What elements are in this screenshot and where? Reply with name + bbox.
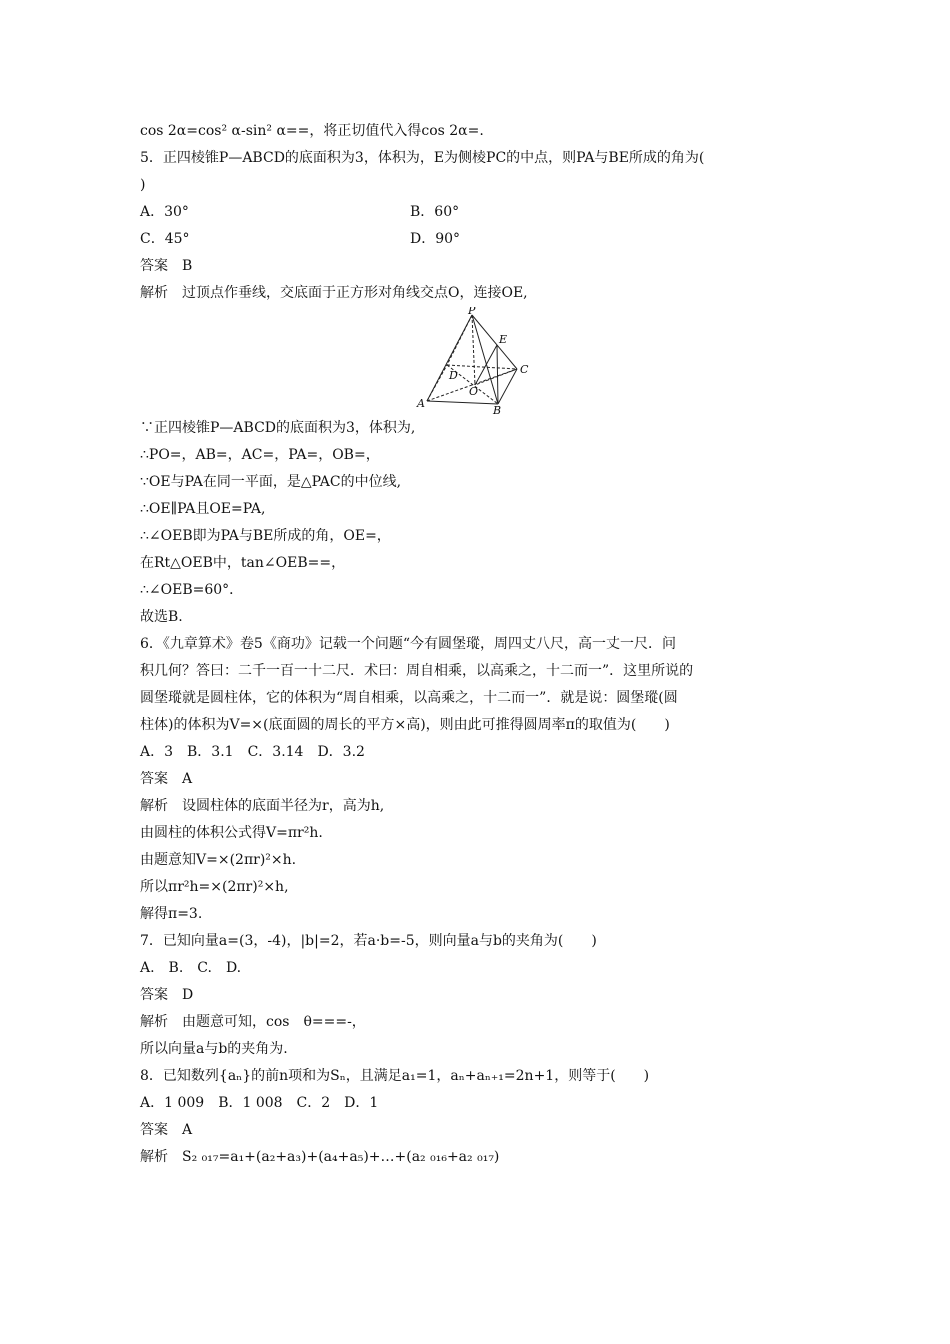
question-8-stem: 8．已知数列{aₙ}的前n项和为Sₙ，且满足a₁=1，aₙ+aₙ₊₁=2n+1，则等于( ) bbox=[140, 1068, 650, 1084]
question-5-analysis-line: 在Rt△OEB中，tan∠OEB==， bbox=[140, 555, 346, 571]
option-b: B．60° bbox=[410, 204, 460, 220]
question-5-analysis-line: ∴PO=，AB=，AC=，PA=，OB=， bbox=[140, 447, 380, 463]
pyramid-diagram bbox=[415, 307, 545, 415]
question-6-analysis-line: 由题意知V=×(2πr)²×h. bbox=[140, 852, 297, 868]
label-d: D bbox=[449, 369, 458, 382]
label-p: P bbox=[468, 307, 476, 317]
question-5-analysis-line: ∴∠OEB即为PA与BE所成的角，OE=， bbox=[140, 528, 391, 544]
question-5-options-row-2 bbox=[140, 226, 820, 253]
question-7-answer: 答案 D bbox=[140, 987, 194, 1003]
question-6-analysis-line: 所以πr²h=×(2πr)²×h, bbox=[140, 879, 289, 895]
question-6-stem-line: 积几何？答曰：二千一百一十二尺．术曰：周自相乘，以高乘之，十二而一”．这里所说的 bbox=[140, 663, 694, 679]
question-6-answer: 答案 A bbox=[140, 771, 193, 787]
question-6-analysis-line: 由圆柱的体积公式得V=πr²h. bbox=[140, 825, 323, 841]
question-7-analysis-line: 所以向量a与b的夹角为. bbox=[140, 1041, 288, 1057]
option-c: C．45° bbox=[140, 231, 190, 247]
label-o: O bbox=[469, 385, 479, 398]
pyramid-figure bbox=[140, 307, 820, 415]
question-5-analysis-line: 故选B. bbox=[140, 609, 183, 625]
question-6-analysis-line: 解析 设圆柱体的底面半径为r，高为h, bbox=[140, 798, 385, 814]
question-5-analysis-line: ∵正四棱锥P—ABCD的底面积为3，体积为, bbox=[140, 420, 416, 436]
question-8-options: A．1 009 B．1 008 C．2 D．1 bbox=[140, 1095, 379, 1111]
document-page bbox=[140, 118, 820, 1171]
question-6-analysis-line: 解得π=3. bbox=[140, 906, 203, 922]
question-5-stem: 5．正四棱锥P—ABCD的底面积为3，体积为，E为侧棱PC的中点，则PA与BE所成的角为( bbox=[140, 150, 705, 166]
text-line: cos 2α=cos² α-sin² α==，将正切值代入得cos 2α=. bbox=[140, 123, 484, 139]
label-e: E bbox=[499, 333, 508, 346]
label-b: B bbox=[493, 404, 502, 415]
question-8-analysis: 解析 S₂ ₀₁₇=a₁+(a₂+a₃)+(a₄+a₅)+…+(a₂ ₀₁₆+a₂ ₀₁₇) bbox=[140, 1149, 500, 1165]
question-6-options: A．3 B．3.1 C．3.14 D．3.2 bbox=[140, 744, 365, 760]
option-d: D．90° bbox=[410, 231, 461, 247]
option-a: A．30° bbox=[140, 204, 189, 220]
question-7-options: A. B. C. D. bbox=[140, 960, 242, 976]
question-5-analysis-line: ∴∠OEB=60°． bbox=[140, 582, 244, 598]
question-5-answer: 答案 B bbox=[140, 258, 193, 274]
question-5-analysis-line: ∵OE与PA在同一平面，是△PAC的中位线, bbox=[140, 474, 402, 490]
question-5-options-row-1 bbox=[140, 199, 820, 226]
question-8-answer: 答案 A bbox=[140, 1122, 193, 1138]
label-c: C bbox=[520, 363, 529, 376]
question-7-stem: 7．已知向量a=(3，-4)，|b|=2，若a·b=-5，则向量a与b的夹角为( ) bbox=[140, 933, 597, 949]
question-6-stem-line: 圆堡瑽就是圆柱体，它的体积为“周自相乘，以高乘之，十二而一”．就是说：圆堡瑽(圆 bbox=[140, 690, 678, 706]
question-5-analysis-line: 解析 过顶点作垂线，交底面于正方形对角线交点O，连接OE, bbox=[140, 285, 528, 301]
question-6-stem-line: 柱体)的体积为V=×(底面圆的周长的平方×高)，则由此可推得圆周率π的取值为( ) bbox=[140, 717, 670, 733]
question-5-stem-end: ) bbox=[140, 177, 146, 193]
question-7-analysis-line: 解析 由题意可知，cos θ===-， bbox=[140, 1014, 366, 1030]
label-a: A bbox=[417, 397, 425, 410]
question-5-analysis-line: ∴OE∥PA且OE=PA, bbox=[140, 501, 266, 517]
question-6-stem-line: 6．《九章算术》卷5《商功》记载一个问题“今有圆堡瑽，周四丈八尺，高一丈一尺．问 bbox=[140, 636, 676, 652]
